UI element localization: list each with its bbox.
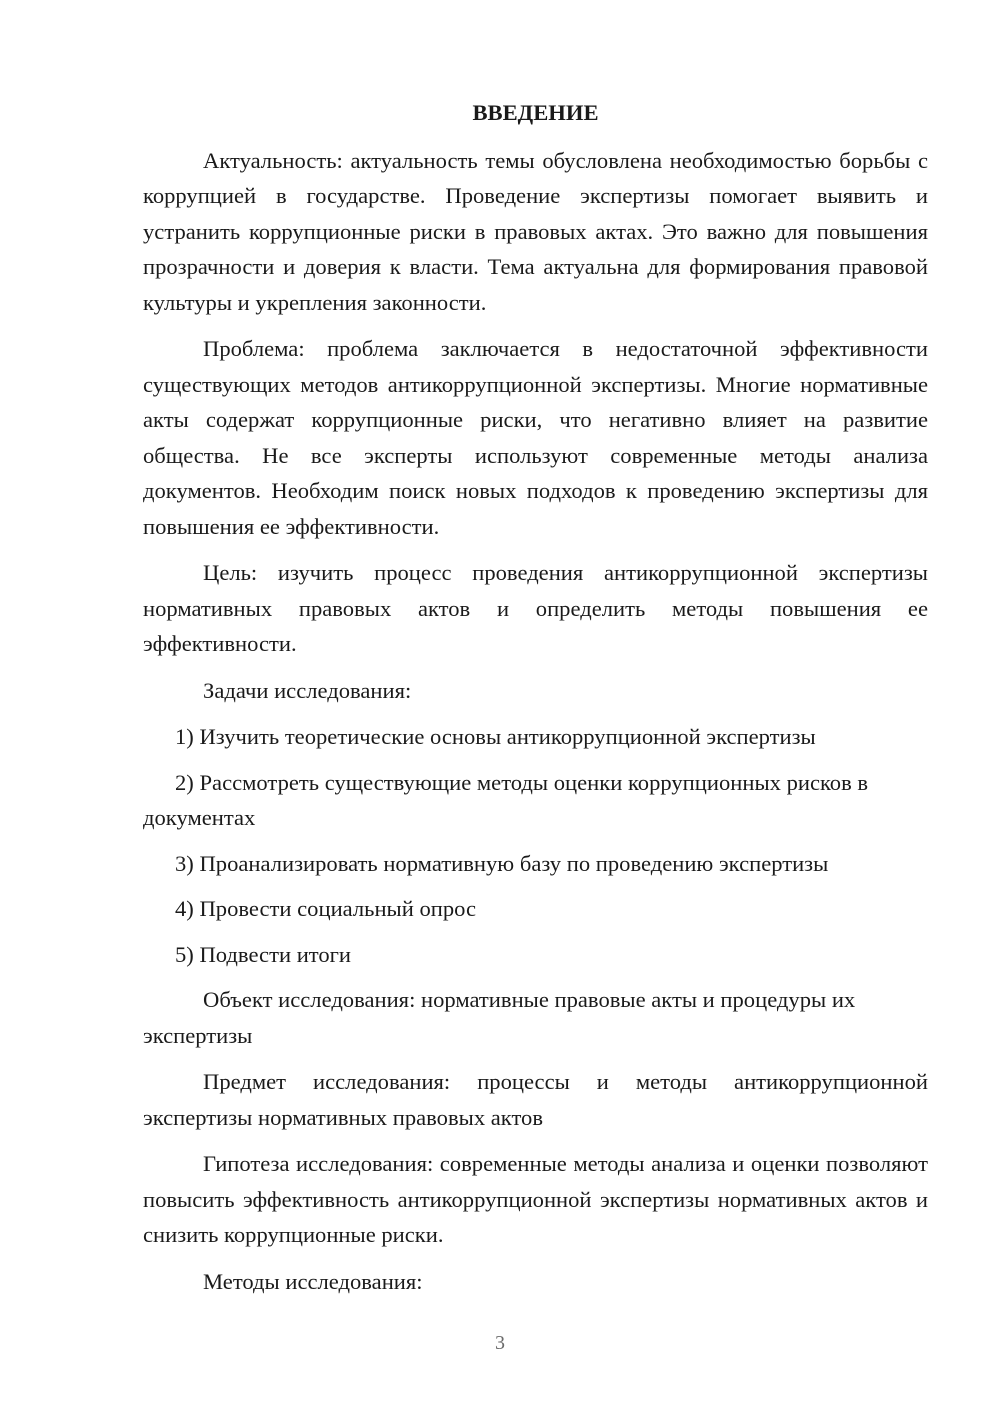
task-item: 5) Подвести итоги xyxy=(175,941,352,967)
task-item: 2) Рассмотреть существующие методы оценки коррупционных рисков в документах xyxy=(143,769,869,830)
tasks-heading: Задачи исследования: xyxy=(203,677,412,703)
problem-paragraph: Проблема: проблема заключается в недостаточной эффективности существующих методов антикоррупционной экспертизы. Многие нормативные акты содержат коррупционные риски, что негативно влияет на развитие общества. Не все эксперты используют современные методы анализа документов. Необходим поиск новых подходов к проведению экспертизы для повышения ее эффективности. xyxy=(143,336,928,539)
relevance-paragraph: Актуальность: актуальность темы обусловлена необходимостью борьбы с коррупцией в государстве. Проведение экспертизы помогает выявить и устранить коррупционные риски в правовых актах. Это важно для повышения прозрачности и доверия к власти. Тема актуальна для формирования правовой культуры и укрепления законности. xyxy=(143,147,928,315)
task-item: 4) Провести социальный опрос xyxy=(175,896,477,921)
task-item: 3) Проанализировать нормативную базу по проведению экспертизы xyxy=(175,850,829,876)
goal-paragraph: Цель: изучить процесс проведения антикоррупционной экспертизы нормативных правовых актов и определить методы повышения ее эффективности. xyxy=(143,560,928,656)
task-item: 1) Изучить теоретические основы антикоррупционной экспертизы xyxy=(175,724,816,749)
subject-paragraph: Предмет исследования: процессы и методы антикоррупционной экспертизы нормативных правовых актов xyxy=(143,1069,928,1130)
page-number: 3 xyxy=(495,1332,505,1354)
page-body xyxy=(143,95,928,1310)
hypothesis-paragraph: Гипотеза исследования: современные методы анализа и оценки позволяют повысить эффективность антикоррупционной экспертизы нормативных актов и снизить коррупционные риски. xyxy=(143,1151,928,1247)
section-title: ВВЕДЕНИЕ xyxy=(472,100,599,125)
object-paragraph: Объект исследования: нормативные правовые акты и процедуры их экспертизы xyxy=(143,987,856,1048)
methods-heading: Методы исследования: xyxy=(203,1268,423,1294)
